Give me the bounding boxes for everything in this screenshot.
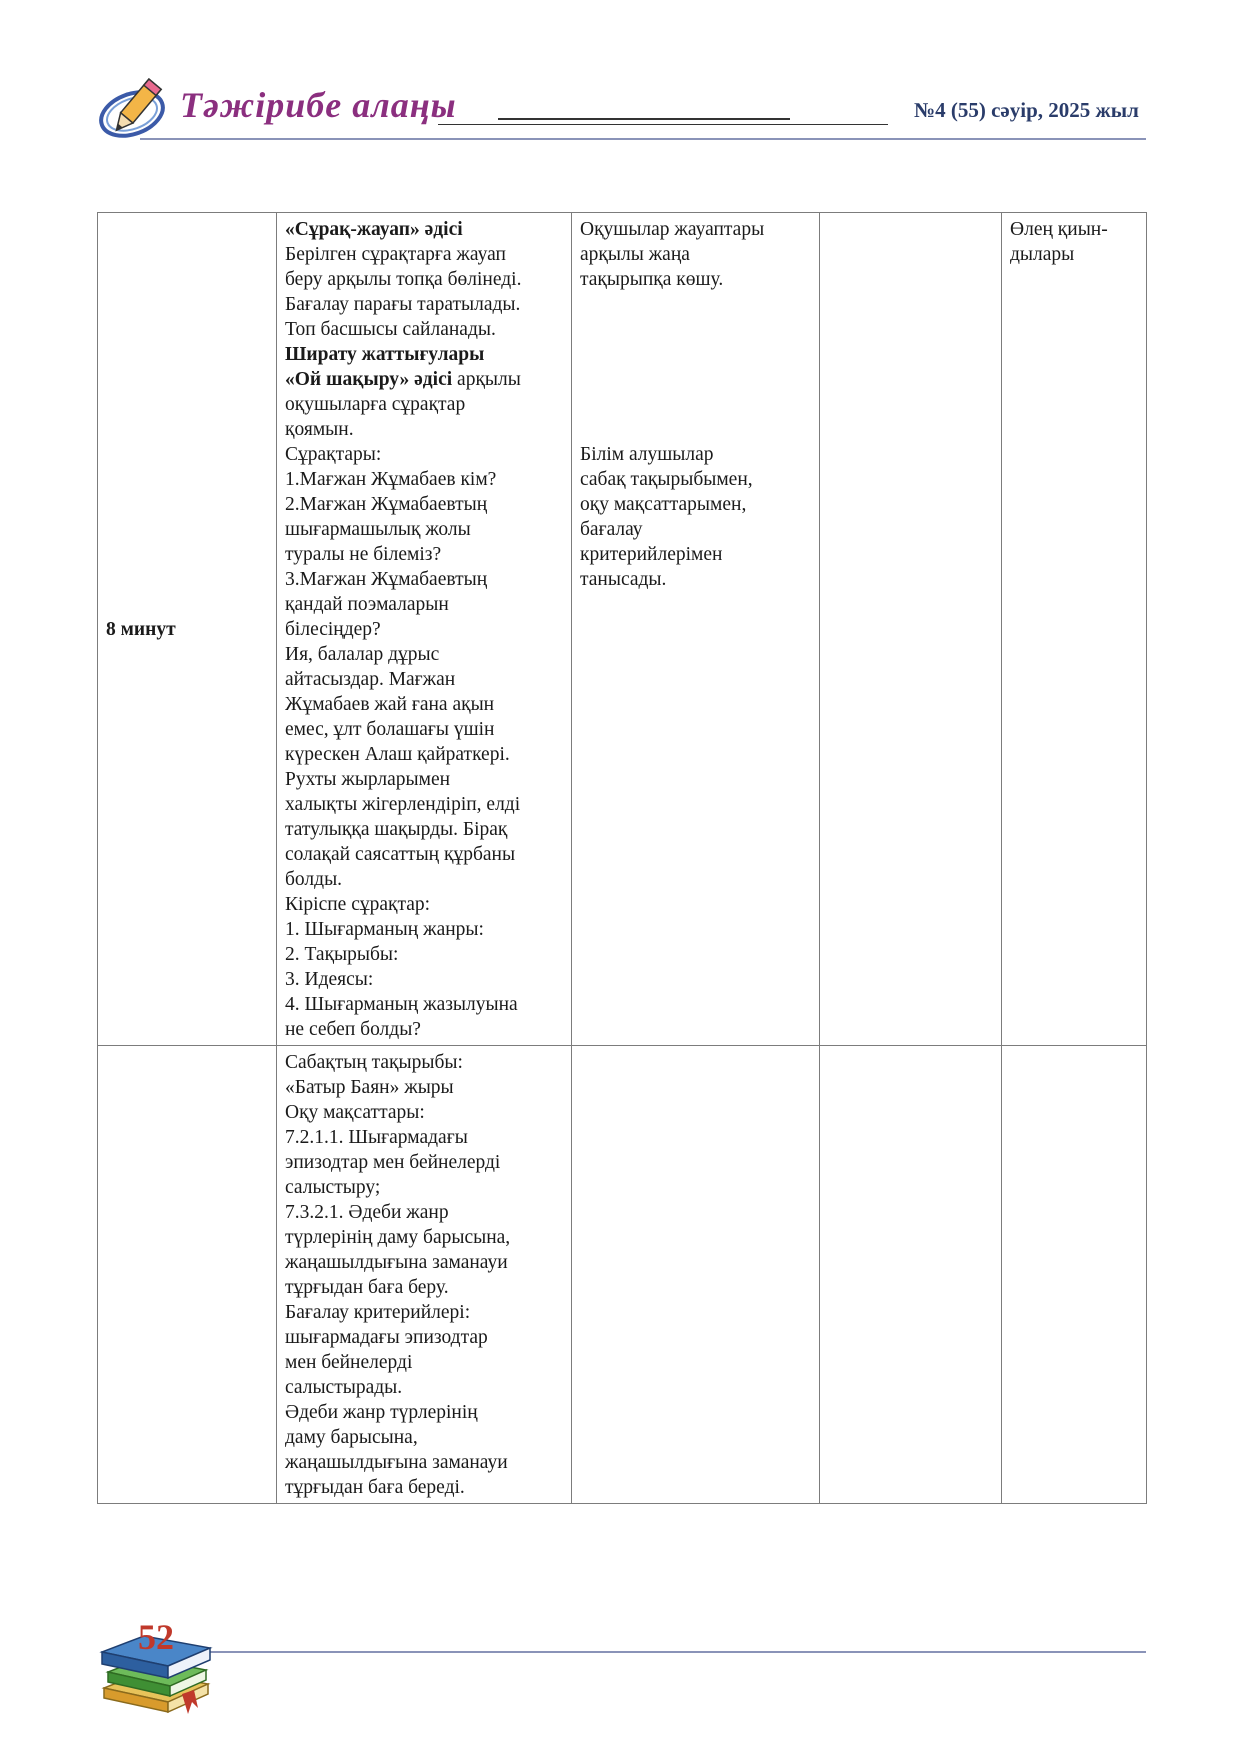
text-line: 3. Идеясы: bbox=[285, 969, 374, 990]
text-line: Кіріспе сұрақтар: bbox=[285, 894, 431, 915]
text-line: мен бейнелерді bbox=[285, 1352, 413, 1373]
text-line: тақырыпқа көшу. bbox=[580, 269, 724, 290]
text-line: 4. Шығарманың жазылуына bbox=[285, 994, 518, 1015]
text-line: «Батыр Баян» жыры bbox=[285, 1077, 454, 1098]
header-divider bbox=[140, 138, 1146, 140]
text-line: қандай поэмаларын bbox=[285, 594, 449, 615]
text-line: 3.Мағжан Жұмабаевтың bbox=[285, 569, 488, 590]
text-line: тұрғыдан баға береді. bbox=[285, 1477, 465, 1498]
text-line: болды. bbox=[285, 869, 343, 890]
text-line: 1.Мағжан Жұмабаев кім? bbox=[285, 469, 497, 490]
resources-cell bbox=[1002, 1046, 1147, 1504]
method-heading: «Сұрақ-жауап» әдісі bbox=[285, 219, 463, 240]
text-line: жаңашылдығына заманауи bbox=[285, 1452, 508, 1473]
page-header bbox=[0, 0, 1241, 160]
text-line: туралы не білеміз? bbox=[285, 544, 442, 565]
text-fragment: арқылы bbox=[452, 369, 521, 390]
text-line: 7.3.2.1. Әдеби жанр bbox=[285, 1202, 449, 1223]
text-line: тұрғыдан баға беру. bbox=[285, 1277, 449, 1298]
student-activity-cell bbox=[572, 213, 820, 1046]
text-line: Топ басшысы сайланады. bbox=[285, 319, 496, 340]
text-line: оқушыларға сұрақтар bbox=[285, 394, 466, 415]
table-row bbox=[98, 213, 1147, 1046]
text-line: қоямын. bbox=[285, 419, 354, 440]
text-line: солақай саясаттың құрбаны bbox=[285, 844, 516, 865]
text-line: салыстыру; bbox=[285, 1177, 381, 1198]
text-line: салыстырады. bbox=[285, 1377, 403, 1398]
text-line: Оқу мақсаттары: bbox=[285, 1102, 425, 1123]
text-line: беру арқылы топқа бөлінеді. bbox=[285, 269, 522, 290]
text-line: танысады. bbox=[580, 569, 667, 590]
text-line: Әдеби жанр түрлерінің bbox=[285, 1402, 478, 1423]
text-line: Ия, балалар дұрыс bbox=[285, 644, 440, 665]
text-line: білесіңдер? bbox=[285, 619, 381, 640]
title-underline-thin bbox=[438, 124, 888, 125]
text-line: татулыққа шақырды. Бірақ bbox=[285, 819, 508, 840]
method-heading: «Ой шақыру» әдісі bbox=[285, 369, 453, 390]
text-line: Оқушылар жауаптары bbox=[580, 219, 765, 240]
text-line: Сабақтың тақырыбы: bbox=[285, 1052, 463, 1073]
text-line: халықты жігерлендіріп, елді bbox=[285, 794, 521, 815]
text-line: дылары bbox=[1010, 244, 1075, 265]
text-line: 7.2.1.1. Шығармадағы bbox=[285, 1127, 468, 1148]
text-line: Бағалау парағы таратылады. bbox=[285, 294, 521, 315]
journal-title: Тәжірибе алаңы bbox=[180, 85, 457, 125]
text-line: 1. Шығарманың жанры: bbox=[285, 919, 484, 940]
text-line: арқылы жаңа bbox=[580, 244, 690, 265]
text-line: эпизодтар мен бейнелерді bbox=[285, 1152, 501, 1173]
assessment-cell bbox=[820, 213, 1002, 1046]
text-line bbox=[285, 367, 565, 392]
text-line: түрлерінің даму барысына, bbox=[285, 1227, 511, 1248]
pencil-logo-icon bbox=[96, 74, 176, 148]
text-line: күрескен Алаш қайраткері. bbox=[285, 744, 510, 765]
text-line: не себеп болды? bbox=[285, 1019, 421, 1040]
text-line: критерийлерімен bbox=[580, 544, 723, 565]
text-line: даму барысына, bbox=[285, 1427, 418, 1448]
student-activity-cell bbox=[572, 1046, 820, 1504]
text-line: Өлең қиын- bbox=[1010, 219, 1108, 240]
text-line: Рухты жырларымен bbox=[285, 769, 451, 790]
text-line: айтасыздар. Мағжан bbox=[285, 669, 456, 690]
text-line: Берілген сұрақтарға жауап bbox=[285, 244, 506, 265]
text-line: шығармадағы эпизодтар bbox=[285, 1327, 488, 1348]
table-row bbox=[98, 1046, 1147, 1504]
text-line: оқу мақсаттарымен, bbox=[580, 494, 747, 515]
time-cell bbox=[98, 1046, 277, 1504]
text-line: Білім алушылар bbox=[580, 444, 714, 465]
lesson-plan-table bbox=[97, 212, 1147, 1504]
title-underline bbox=[498, 118, 790, 120]
text-line: шығармашылық жолы bbox=[285, 519, 471, 540]
text-line: Сұрақтары: bbox=[285, 444, 382, 465]
text-line: Жұмабаев жай ғана ақын bbox=[285, 694, 495, 715]
resources-cell bbox=[1002, 213, 1147, 1046]
teacher-activity-cell bbox=[277, 1046, 572, 1504]
text-line: емес, ұлт болашағы үшін bbox=[285, 719, 495, 740]
text-line: жаңашылдығына заманауи bbox=[285, 1252, 508, 1273]
assessment-cell bbox=[820, 1046, 1002, 1504]
issue-info: №4 (55) сәуір, 2025 жыл bbox=[914, 98, 1139, 122]
footer-divider bbox=[202, 1651, 1146, 1653]
exercise-heading: Ширату жаттығулары bbox=[285, 344, 485, 365]
text-line: сабақ тақырыбымен, bbox=[580, 469, 753, 490]
page-number: 52 bbox=[138, 1617, 174, 1657]
time-cell: 8 минут bbox=[98, 213, 277, 1046]
text-line: 2.Мағжан Жұмабаевтың bbox=[285, 494, 488, 515]
text-line: Бағалау критерийлері: bbox=[285, 1302, 471, 1323]
text-line: бағалау bbox=[580, 519, 643, 540]
teacher-activity-cell bbox=[277, 213, 572, 1046]
text-line: 2. Тақырыбы: bbox=[285, 944, 399, 965]
